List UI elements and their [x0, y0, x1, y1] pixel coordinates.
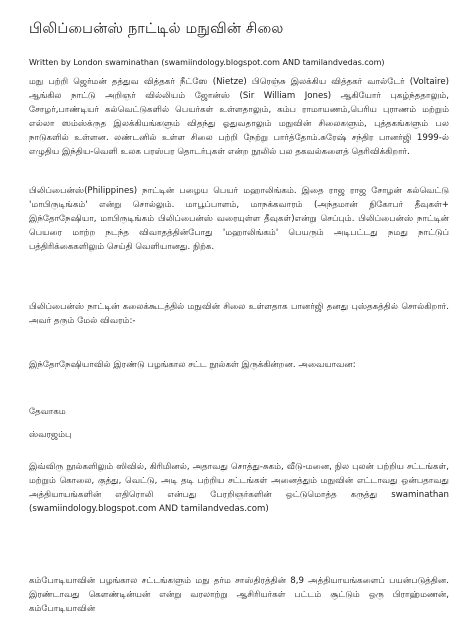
document-title: பிலிப்பைன்ஸ் நாட்டில் மநுவின் சிலை	[29, 21, 284, 37]
law-book-devagama: தேவாகம	[29, 407, 66, 417]
paragraph-civil-criminal-laws: இவ்விரு நூல்களிலும் ஸிவில், கிரிமினல், அதாவது சொத்து-சுகம், வீடு-மனை, நில புலன் பற்றிய சட்டங்கள், மற்றும் கொலை, குத்து, வெட்டு, அடி தடி பற்றிய சட்டங்கள் அனைத்தும் மநுவின் எட்டாவது ஒன்பதாவது அத்தியாயங்களின் எதிரொலி என்பது பேரறிஞர்களின் ஒட்டுமொத்த கருத்து swaminathan (swamiindology.blogspot.com AND tamilandvedas.com)	[29, 462, 449, 514]
law-book-swarajambu: ஸ்வரஜம்பு	[29, 430, 72, 440]
paragraph-philippines-name: பிலிப்பைன்ஸ்(Philippines) நாட்டின் பழைய பெயர் மஹாலிங்கம். இதை ராஜ ராஜ சோழன் கல்வெட்டு 'மாபிருடிங்கம்' என்று சொல்லும். மாபூப்பாளம், மாநக்கவாரம் (அந்தமான் நிகோபர் தீவுகள்+ இந்தோநேஷியா, மாபிருடிங்கம் பிலிப்பைன்ஸ் வரையுள்ள தீவுகள்)என்று செப்பும். பிலிப்பைன்ஸ் நாட்டின் பெயரை மாற்ற நடந்த விவாதத்தின்போது 'மஹாலிங்கம்' பெயரும் அடிபட்டது நமது நாட்டுப் பத்திரிக்கைகளிலும் செய்தி வெளியானது. நிற்க.	[29, 186, 449, 252]
paragraph-manu-statue: பிலிப்பைன்ஸ் நாட்டின் கலைக்கூடத்தில் மநுவின் சிலை உள்ளதாக பானர்ஜி தனது புஸ்தகத்தில் சொல்கிறார். அவர் தரும் மேல் விவரம்:-	[29, 302, 449, 326]
byline: Written by London swaminathan (swamiindology.blogspot.com AND tamilandvedas.com)	[29, 58, 385, 67]
paragraph-cambodia: கம்போடியாவின் பழங்கால சட்டங்களும் மநு தர்ம சாஸ்திரத்தின் 8,9 அத்தியாயங்களைப் பயன்படுத்தின. இரண்டாவது கௌண்டின்யன் என்று வரலாற்று ஆசிரியர்கள் பட்டம் சூட்டும் ஒரு பிராஹ்மணன், கம்போடியாவின்	[29, 576, 449, 614]
paragraph-indonesia-law-books: இந்தோநேஷியாவில் இரண்டு பழங்கால சட்ட நூல்கள் இருக்கின்றன. அவையாவன:	[29, 360, 356, 370]
paragraph-intro: மநு பற்றி ஜெர்மன் தத்துவ வித்தகர் நீட்ஸே (Nietze) பிரெஞ்சு இலக்கிய வித்தகர் வால்டேர் (Voltaire) ஆங்கில நாட்டு அறிஞர் வில்லியம் ஜோன்ஸ் (Sir William Jones) ஆகியோர் புகழ்ந்ததாலும், சோழர்,பாண்டியர் கல்வெட்டுகளில் பெயர்கள் உள்ளதாலும், கம்ப ராமாயணம்,பெரிய புராணம் மற்றும் எல்லா ஸம்ஸ்க்ருத இலக்கியங்களும் விதந்து ஓதுவதாலும் மநுவின் சிலைகளும், புத்தகங்களும் பல நாடுகளில் உள்ளன. லண்டனில் உள்ள சிலை பற்றி நேற்று பார்த்தோம்.சுரேஷ் சந்திர பானர்ஜி 1999-ல் எழுதிய இந்திய-வெளி உலக பரஸ்பர தொடர்புகள் என்ற நூலில் பல தகவல்களைத் தெரிவிக்கிறார்.	[29, 77, 449, 157]
